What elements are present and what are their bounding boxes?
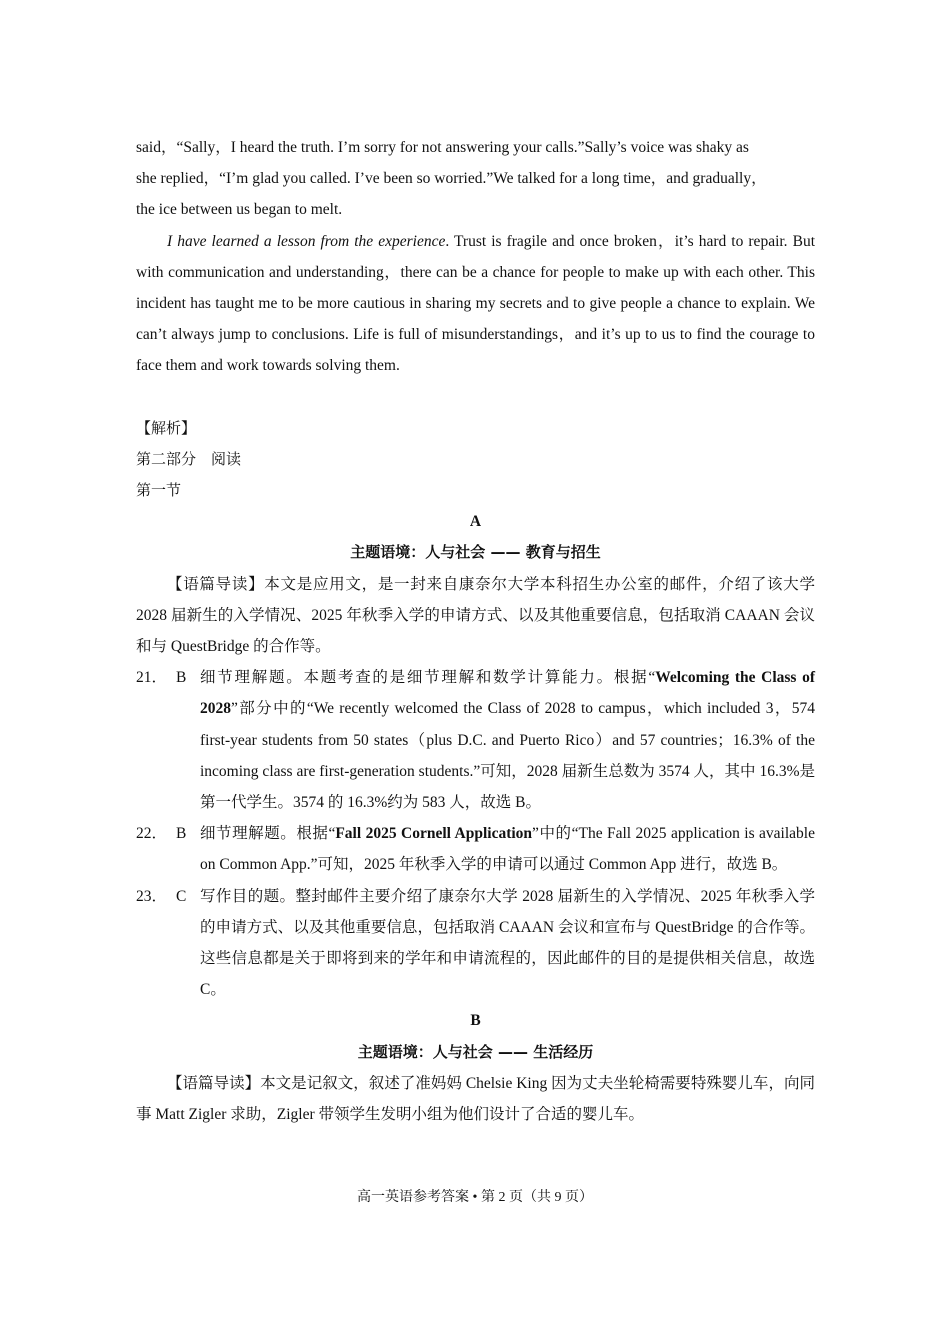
analysis-title: 【解析】 bbox=[136, 418, 197, 437]
question-explanation bbox=[200, 662, 815, 818]
question-21 bbox=[136, 662, 815, 818]
explanation-text: 细节理解题。根据“ bbox=[200, 825, 336, 843]
guide-a: 【语篇导读】本文是应用文，是一封来自康奈尔大学本科招生办公室的邮件，介绍了该大学 2028 届新生的入学情况、2025 年秋季入学的申请方式、以及其他重要信息，包括取消 CAAAN 会议和与 QuestBridge 的合作等。 bbox=[136, 575, 815, 656]
question-answer: B bbox=[176, 669, 187, 687]
explanation-bold: Welcoming the Class of 2028 bbox=[200, 669, 815, 718]
explanation-text: 写作目的题。整封邮件主要介绍了康奈尔大学 2028 届新生的入学情况、2025 年秋季入学的申请方式、以及其他重要信息，包括取消 CAAAN 会议和宣布与 QuestBridge 的合作等。这些信息都是关于即将到来的学年和申请流程的，因此邮件的目的是提供相关信息，故选 C。 bbox=[200, 887, 815, 999]
italic-sentence: I have learned a lesson from the experience bbox=[167, 232, 446, 250]
explanation-text: 细节理解题。本题考查的是细节理解和数学计算能力。根据“ bbox=[200, 669, 656, 687]
passage-letter-a: A bbox=[469, 513, 482, 531]
question-22 bbox=[136, 818, 815, 880]
question-23 bbox=[136, 881, 815, 1006]
question-answer: B bbox=[176, 825, 187, 843]
section-heading: 第一节 bbox=[136, 481, 182, 500]
theme-b: 主题语境：人与社会 —— 生活经历 bbox=[357, 1042, 594, 1061]
story-paragraph-rest: . Trust is fragile and once broken，it’s hard to repair. But with communication and understanding，there can be a chance for people to make up with each other. This incident has taught me to be more cautious in sharing my secrets and to give people a chance to explain. We can’t always jump to conclusions. Life is full of misunderstandings，and it’s up to us to find the courage to face them and work towards solving them. bbox=[136, 232, 815, 375]
story-line: said，“Sally，I heard the truth. I’m sorry for not answering your calls.”Sally’s voice was shaky as bbox=[136, 139, 749, 156]
explanation-text: ”中的“The Fall 2025 application is available on Common App.”可知，2025 年秋季入学的申请可以通过 Common App 进行，故选 B。 bbox=[200, 825, 815, 874]
question-answer: C bbox=[176, 887, 187, 905]
question-number: 21． bbox=[136, 669, 168, 687]
part-heading: 第二部分 阅读 bbox=[136, 449, 242, 468]
story-line: the ice between us began to melt. bbox=[136, 201, 343, 219]
explanation-text: ”部分中的“We recently welcomed the Class of 2028 to campus，which included 3，574 first-year students from 50 states（plus D.C. and Puerto Rico）and 57 countries；16.3% of the incoming class are first-generation students.”可知，2028 届新生总数为 3574 人，其中 16.3%是第一代学生。3574 的 16.3%约为 583 人，故选 B。 bbox=[200, 700, 815, 812]
guide-b: 【语篇导读】本文是记叙文，叙述了准妈妈 Chelsie King 因为丈夫坐轮椅需要特殊婴儿车，向同事 Matt Zigler 求助，Zigler 带领学生发明小组为他们设计了合适的婴儿车。 bbox=[136, 1074, 815, 1124]
question-number: 22． bbox=[136, 825, 168, 843]
page-content bbox=[136, 132, 815, 1130]
story-line: she replied，“I’m glad you called. I’ve been so worried.”We talked for a long time，and gradually， bbox=[136, 170, 767, 188]
question-explanation bbox=[200, 881, 815, 1006]
question-explanation bbox=[200, 818, 815, 880]
page-footer: 高一英语参考答案 • 第 2 页（共 9 页） bbox=[357, 1190, 593, 1205]
question-number: 23． bbox=[136, 887, 168, 905]
explanation-bold: Fall 2025 Cornell Application bbox=[335, 825, 533, 843]
theme-a: 主题语境：人与社会 —— 教育与招生 bbox=[350, 543, 601, 562]
passage-letter-b: B bbox=[470, 1012, 481, 1030]
story-paragraph bbox=[136, 226, 815, 382]
